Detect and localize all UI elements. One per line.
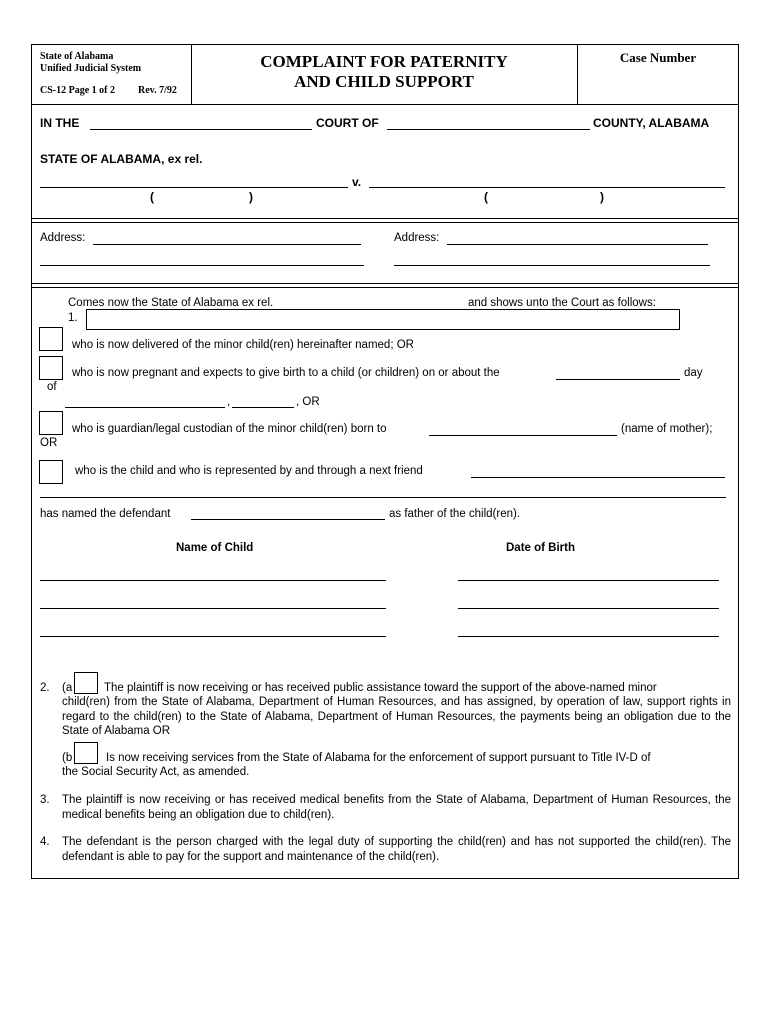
next-friend-checkbox[interactable] bbox=[39, 460, 63, 484]
public-assistance-checkbox[interactable] bbox=[74, 672, 98, 694]
section-rule-2b bbox=[31, 287, 739, 288]
defendant-address-line2[interactable] bbox=[394, 265, 710, 266]
child-name-field-1[interactable] bbox=[40, 580, 386, 581]
plaintiff-address-label: Address: bbox=[40, 232, 86, 244]
date-of-birth-header: Date of Birth bbox=[506, 542, 575, 554]
para-3-text: The plaintiff is now receiving or has received medical benefits from the State of Alabama, Department of Human Resources, the medical benefits being an obligation due to child(ren). bbox=[62, 794, 731, 821]
court-of-label: COURT OF bbox=[316, 116, 379, 130]
para-3-number: 3. bbox=[40, 794, 50, 806]
case-number-label: Case Number bbox=[619, 50, 697, 65]
of-label: of bbox=[47, 381, 57, 393]
delivered-text: who is now delivered of the minor child(ren) hereinafter named; OR bbox=[72, 339, 414, 351]
shows-unto-text: and shows unto the Court as follows: bbox=[468, 297, 656, 309]
mother-name-field[interactable] bbox=[429, 435, 617, 436]
defendant-paren-open: ( bbox=[484, 190, 488, 204]
delivered-checkbox[interactable] bbox=[39, 327, 63, 351]
pregnant-text: who is now pregnant and expects to give birth to a child (or children) on or about the bbox=[72, 367, 500, 379]
form-page-label: CS-12 Page 1 of 2 bbox=[40, 85, 115, 96]
section-rule-2a bbox=[31, 283, 739, 284]
has-named-text: has named the defendant bbox=[40, 508, 171, 520]
defendant-paren-close: ) bbox=[600, 190, 604, 204]
plaintiff-name-field[interactable] bbox=[40, 187, 348, 188]
para-4-text: The defendant is the person charged with the legal duty of supporting the child(ren) and has not supported the child(ren). The defendant is able to pay for the support and maintenance of the child(ren). bbox=[62, 836, 731, 863]
plaintiff-paren-open: ( bbox=[150, 190, 154, 204]
ivd-services-checkbox[interactable] bbox=[74, 742, 98, 764]
due-date-year-field[interactable] bbox=[232, 407, 294, 408]
due-date-day-field[interactable] bbox=[556, 379, 680, 380]
name-of-mother-label: (name of mother); bbox=[621, 423, 713, 435]
due-date-or: , OR bbox=[296, 396, 320, 408]
defendant-father-field[interactable] bbox=[191, 519, 385, 520]
case-number-field[interactable] bbox=[580, 68, 736, 100]
county-label: COUNTY, ALABAMA bbox=[593, 116, 710, 130]
para-2a-text: child(ren) from the State of Alabama, Department of Human Resources, and has assigned, by operation of law, support rights in regard to the child(ren) to the State of Alabama, Department of Human Resources, the payments being an obligation due to the State of Alabama OR bbox=[62, 696, 731, 737]
form-title-line1: COMPLAINT FOR PATERNITY bbox=[260, 52, 508, 71]
item-1-number: 1. bbox=[68, 312, 78, 324]
state-label: State of Alabama bbox=[40, 51, 114, 62]
in-the-label: IN THE bbox=[40, 116, 80, 130]
child-name-field-2[interactable] bbox=[40, 608, 386, 609]
system-label: Unified Judicial System bbox=[40, 63, 142, 74]
child-dob-field-3[interactable] bbox=[458, 636, 719, 637]
due-date-month-field[interactable] bbox=[65, 407, 225, 408]
day-label: day bbox=[684, 367, 703, 379]
child-dob-field-1[interactable] bbox=[458, 580, 719, 581]
defendant-name-field[interactable] bbox=[369, 187, 725, 188]
next-friend-name-field-2[interactable] bbox=[40, 497, 726, 498]
para-2-number: 2. bbox=[40, 682, 50, 694]
para-2b-text: the Social Security Act, as amended. bbox=[62, 766, 250, 778]
plaintiff-address-line1[interactable] bbox=[93, 244, 361, 245]
guardian-text: who is guardian/legal custodian of the minor child(ren) born to bbox=[72, 423, 387, 435]
para-4-number: 4. bbox=[40, 836, 50, 848]
pregnant-checkbox[interactable] bbox=[39, 356, 63, 380]
para-2b-letter: (b bbox=[62, 752, 73, 764]
para-2a-letter: (a bbox=[62, 682, 73, 694]
name-of-child-header: Name of Child bbox=[176, 542, 254, 554]
next-friend-name-field[interactable] bbox=[471, 477, 725, 478]
defendant-address-line1[interactable] bbox=[447, 244, 708, 245]
comes-now-text: Comes now the State of Alabama ex rel. bbox=[68, 297, 274, 309]
para-2b-first-line: Is now receiving services from the State of Alabama for the enforcement of support pursuant to Title IV-D of bbox=[106, 752, 651, 764]
header-divider-left bbox=[31, 44, 191, 45]
as-father-text: as father of the child(ren). bbox=[389, 508, 521, 520]
form-title-line2: AND CHILD SUPPORT bbox=[294, 72, 474, 91]
plaintiff-paren-close: ) bbox=[249, 190, 253, 204]
due-date-comma: , bbox=[227, 396, 231, 408]
or-label: OR bbox=[40, 437, 58, 449]
next-friend-text: who is the child and who is represented by and through a next friend bbox=[75, 465, 423, 477]
header-bottom-rule bbox=[31, 104, 739, 105]
child-dob-field-2[interactable] bbox=[458, 608, 719, 609]
section-rule-1b bbox=[31, 222, 739, 223]
para-2a-first-line: The plaintiff is now receiving or has received public assistance toward the support of the above-named minor bbox=[104, 682, 657, 694]
section-rule-1a bbox=[31, 218, 739, 219]
defendant-address-label: Address: bbox=[394, 232, 440, 244]
county-name-field[interactable] bbox=[387, 129, 590, 130]
versus-label: v. bbox=[352, 175, 362, 189]
relator-name-field[interactable] bbox=[86, 309, 680, 330]
plaintiff-address-line2[interactable] bbox=[40, 265, 364, 266]
child-name-field-3[interactable] bbox=[40, 636, 386, 637]
revision-label: Rev. 7/92 bbox=[138, 85, 177, 96]
guardian-checkbox[interactable] bbox=[39, 411, 63, 435]
court-name-field[interactable] bbox=[90, 129, 312, 130]
state-ex-rel-label: STATE OF ALABAMA, ex rel. bbox=[40, 152, 203, 166]
